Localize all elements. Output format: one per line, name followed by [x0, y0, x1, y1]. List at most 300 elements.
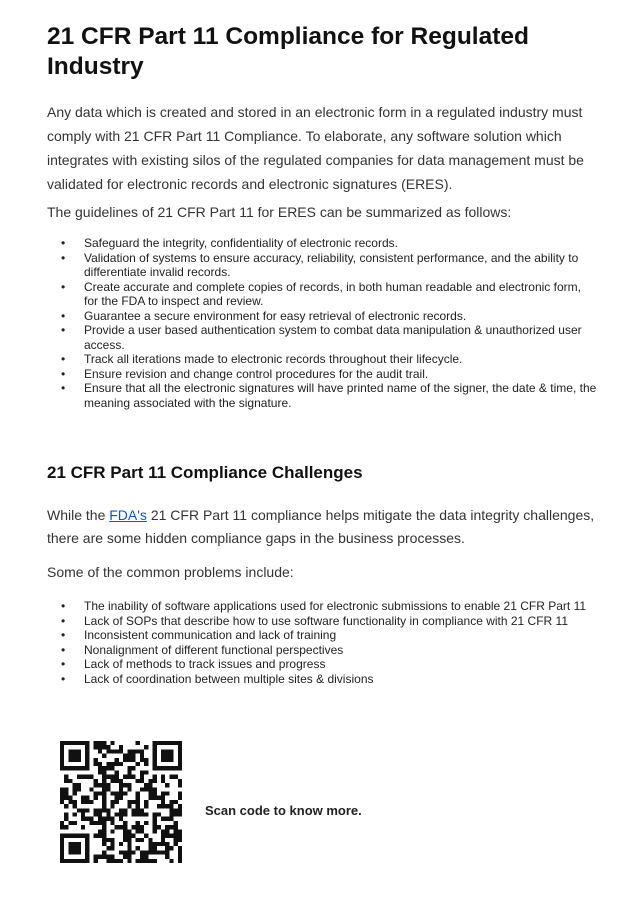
qr-module	[165, 842, 169, 846]
qr-module	[81, 796, 85, 800]
qr-module	[136, 838, 140, 842]
qr-module	[102, 800, 106, 804]
qr-module	[115, 758, 119, 762]
qr-module	[144, 813, 148, 817]
qr-module	[144, 762, 148, 766]
qr-module	[178, 808, 182, 812]
qr-module	[144, 770, 148, 774]
qr-module	[123, 754, 127, 758]
bullet-icon: •	[61, 366, 66, 381]
qr-module	[60, 859, 64, 863]
qr-module	[73, 749, 77, 753]
qr-module	[102, 855, 106, 859]
qr-module	[68, 821, 72, 825]
qr-module	[153, 749, 157, 753]
qr-module	[106, 745, 110, 749]
qr-module	[102, 787, 106, 791]
qr-module	[127, 804, 131, 808]
qr-module	[169, 758, 173, 762]
qr-module	[136, 821, 140, 825]
qr-module	[110, 842, 114, 846]
qr-module	[144, 804, 148, 808]
qr-module	[153, 779, 157, 783]
qr-module	[85, 762, 89, 766]
qr-module	[119, 762, 123, 766]
bullet-icon: •	[61, 308, 66, 323]
qr-module	[165, 766, 169, 770]
qr-module	[144, 859, 148, 863]
qr-module	[165, 829, 169, 833]
qr-module	[85, 745, 89, 749]
qr-module	[161, 758, 165, 762]
qr-module	[119, 779, 123, 783]
qr-module	[94, 855, 98, 859]
qr-module	[132, 758, 136, 762]
qr-module	[81, 800, 85, 804]
list-item: • Lack of methods to track issues and progress	[61, 657, 326, 671]
qr-module	[119, 787, 123, 791]
qr-module	[136, 804, 140, 808]
qr-module	[64, 787, 68, 791]
qr-module	[174, 775, 178, 779]
qr-module	[136, 749, 140, 753]
qr-module	[102, 741, 106, 745]
qr-module	[132, 749, 136, 753]
qr-module	[127, 783, 131, 787]
qr-module	[77, 787, 81, 791]
qr-module	[161, 817, 165, 821]
qr-module	[132, 800, 136, 804]
qr-module	[136, 800, 140, 804]
qr-module	[110, 741, 114, 745]
qr-module	[178, 766, 182, 770]
qr-module	[85, 796, 89, 800]
qr-module	[64, 813, 68, 817]
qr-module	[123, 808, 127, 812]
qr-module	[136, 762, 140, 766]
qr-module	[127, 834, 131, 838]
qr-module	[123, 783, 127, 787]
qr-module	[178, 859, 182, 863]
qr-module	[60, 741, 64, 745]
qr-module	[106, 787, 110, 791]
qr-module	[64, 817, 68, 821]
qr-module	[157, 766, 161, 770]
qr-module	[127, 775, 131, 779]
qr-module	[148, 842, 152, 846]
qr-module	[110, 779, 114, 783]
qr-module	[115, 779, 119, 783]
qr-module	[140, 749, 144, 753]
qr-module	[144, 745, 148, 749]
qr-module	[81, 859, 85, 863]
qr-module	[68, 796, 72, 800]
qr-module	[165, 749, 169, 753]
qr-module	[140, 754, 144, 758]
qr-module	[161, 838, 165, 842]
qr-module	[132, 754, 136, 758]
qr-module	[123, 829, 127, 833]
qr-module	[148, 791, 152, 795]
qr-module	[169, 813, 173, 817]
qr-module	[178, 779, 182, 783]
qr-module	[94, 796, 98, 800]
qr-module	[60, 855, 64, 859]
qr-module	[68, 846, 72, 850]
qr-module	[94, 834, 98, 838]
qr-caption: Scan code to know more.	[205, 803, 362, 818]
qr-module	[127, 749, 131, 753]
challenges-paragraph: While the FDA's 21 CFR Part 11 compliance helps mitigate the data integrity challenges, there are some hidden compliance gaps in the business processes.	[47, 507, 595, 546]
qr-module	[73, 859, 77, 863]
qr-module	[132, 850, 136, 854]
qr-module	[148, 850, 152, 854]
qr-module	[106, 783, 110, 787]
qr-module	[136, 813, 140, 817]
qr-module	[89, 821, 93, 825]
qr-code-icon[interactable]	[60, 741, 182, 863]
qr-module	[94, 783, 98, 787]
qr-module	[144, 783, 148, 787]
qr-module	[89, 800, 93, 804]
qr-module	[106, 808, 110, 812]
qr-module	[115, 813, 119, 817]
qr-module	[77, 783, 81, 787]
qr-module	[153, 842, 157, 846]
qr-module	[148, 796, 152, 800]
qr-module	[102, 754, 106, 758]
qr-module	[81, 775, 85, 779]
qr-module	[132, 834, 136, 838]
bullet-icon: •	[61, 279, 66, 294]
qr-module	[102, 766, 106, 770]
qr-module	[161, 842, 165, 846]
qr-module	[132, 766, 136, 770]
list-item: • The inability of software applications used for electronic submissions to enable 21 CFR Part 11	[61, 599, 587, 613]
qr-module	[119, 749, 123, 753]
qr-module	[73, 758, 77, 762]
qr-module	[161, 804, 165, 808]
qr-module	[85, 766, 89, 770]
qr-module	[77, 758, 81, 762]
qr-module	[115, 749, 119, 753]
qr-module	[148, 783, 152, 787]
qr-module	[161, 850, 165, 854]
qr-module	[64, 859, 68, 863]
qr-module	[81, 766, 85, 770]
qr-module	[98, 813, 102, 817]
qr-module	[106, 766, 110, 770]
qr-module	[68, 766, 72, 770]
qr-module	[110, 821, 114, 825]
qr-module	[178, 749, 182, 753]
list-item: • Track all iterations made to electronic records throughout their lifecycle.	[61, 352, 463, 366]
qr-module	[161, 779, 165, 783]
qr-module	[73, 850, 77, 854]
qr-module	[81, 813, 85, 817]
qr-module	[115, 825, 119, 829]
qr-module	[102, 745, 106, 749]
qr-module	[153, 796, 157, 800]
qr-module	[119, 850, 123, 854]
challenges-list	[47, 599, 597, 686]
qr-module	[115, 796, 119, 800]
qr-module	[144, 787, 148, 791]
qr-module	[174, 741, 178, 745]
list-item: • Provide a user based authentication system to combat data manipulation & unauthorized user access.	[61, 323, 582, 352]
qr-module	[110, 859, 114, 863]
qr-module	[178, 834, 182, 838]
qr-module	[119, 791, 123, 795]
qr-module	[174, 829, 178, 833]
qr-module	[98, 808, 102, 812]
qr-module	[119, 808, 123, 812]
qr-module	[157, 813, 161, 817]
qr-module	[123, 791, 127, 795]
qr-module	[153, 787, 157, 791]
qr-module	[64, 834, 68, 838]
qr-module	[140, 779, 144, 783]
qr-module	[68, 834, 72, 838]
qr-module	[136, 796, 140, 800]
qr-module	[178, 754, 182, 758]
qr-module	[98, 829, 102, 833]
qr-module	[136, 808, 140, 812]
qr-module	[136, 779, 140, 783]
list-item: • Ensure revision and change control procedures for the audit trail.	[61, 366, 429, 381]
qr-module	[94, 813, 98, 817]
qr-module	[144, 850, 148, 854]
qr-module	[153, 791, 157, 795]
qr-module	[132, 808, 136, 812]
qr-module	[123, 834, 127, 838]
qr-module	[140, 838, 144, 842]
qr-module	[60, 749, 64, 753]
qr-module	[127, 842, 131, 846]
qr-module	[98, 749, 102, 753]
qr-module	[174, 825, 178, 829]
qr-module	[60, 842, 64, 846]
intro-paragraph: Any data which is created and stored in an electronic form in a regulated industry must comply with 21 CFR Part 11 Compliance. To elaborate, any software solution which integrates with existing silos of the regulated companies for data management must be validated for electronic records and electronic signatures (ERES).	[47, 104, 584, 192]
qr-module	[68, 850, 72, 854]
qr-module	[98, 741, 102, 745]
qr-module	[127, 800, 131, 804]
qr-module	[106, 855, 110, 859]
qr-module	[64, 779, 68, 783]
qr-module	[136, 846, 140, 850]
qr-module	[165, 754, 169, 758]
qr-module	[161, 749, 165, 753]
qr-module	[64, 766, 68, 770]
qr-module	[110, 855, 114, 859]
qr-module	[102, 825, 106, 829]
qr-module	[110, 804, 114, 808]
qr-module	[169, 800, 173, 804]
qr-module	[174, 842, 178, 846]
qr-module	[157, 741, 161, 745]
qr-module	[123, 775, 127, 779]
qr-module	[77, 741, 81, 745]
qr-module	[123, 825, 127, 829]
qr-module	[110, 749, 114, 753]
qr-module	[102, 817, 106, 821]
qr-module	[123, 855, 127, 859]
qr-module	[157, 842, 161, 846]
qr-module	[174, 766, 178, 770]
qr-module	[85, 754, 89, 758]
qr-module	[127, 758, 131, 762]
qr-module	[161, 754, 165, 758]
qr-module	[140, 770, 144, 774]
qr-module	[161, 800, 165, 804]
qr-module	[60, 754, 64, 758]
qr-module	[64, 741, 68, 745]
bullet-icon: •	[61, 599, 66, 613]
qr-module	[169, 766, 173, 770]
qr-module	[148, 838, 152, 842]
qr-module	[123, 850, 127, 854]
qr-module	[174, 838, 178, 842]
qr-module	[136, 825, 140, 829]
qr-module	[127, 787, 131, 791]
qr-module	[77, 754, 81, 758]
qr-module	[132, 825, 136, 829]
qr-module	[153, 754, 157, 758]
qr-module	[161, 775, 165, 779]
qr-module	[119, 842, 123, 846]
qr-module	[60, 791, 64, 795]
qr-module	[174, 800, 178, 804]
qr-module	[169, 825, 173, 829]
bullet-icon: •	[61, 642, 66, 657]
qr-module	[81, 817, 85, 821]
qr-module	[94, 741, 98, 745]
qr-module	[98, 791, 102, 795]
qr-module	[127, 838, 131, 842]
qr-module	[174, 813, 178, 817]
qr-module	[115, 859, 119, 863]
qr-module	[94, 758, 98, 762]
qr-module	[110, 762, 114, 766]
qr-module	[144, 758, 148, 762]
qr-module	[85, 817, 89, 821]
qr-module	[64, 775, 68, 779]
qr-module	[94, 821, 98, 825]
challenges-heading: 21 CFR Part 11 Compliance Challenges	[47, 463, 363, 482]
qr-module	[123, 813, 127, 817]
qr-module	[106, 817, 110, 821]
qr-module	[178, 838, 182, 842]
qr-module	[132, 813, 136, 817]
qr-module	[178, 829, 182, 833]
qr-module	[161, 834, 165, 838]
qr-module	[106, 749, 110, 753]
qr-module	[85, 800, 89, 804]
qr-module	[77, 846, 81, 850]
qr-module	[94, 808, 98, 812]
qr-module	[85, 834, 89, 838]
qr-module	[98, 770, 102, 774]
qr-module	[136, 741, 140, 745]
qr-module	[94, 859, 98, 863]
bullet-icon: •	[61, 381, 66, 395]
qr-module	[144, 821, 148, 825]
qr-module	[102, 783, 106, 787]
qr-module	[144, 855, 148, 859]
qr-module	[85, 850, 89, 854]
qr-module	[110, 829, 114, 833]
qr-module	[157, 796, 161, 800]
qr-module	[169, 808, 173, 812]
qr-module	[140, 787, 144, 791]
qr-module	[153, 741, 157, 745]
qr-module	[110, 838, 114, 842]
qr-module	[60, 850, 64, 854]
qr-module	[165, 846, 169, 850]
qr-module	[85, 846, 89, 850]
qr-module	[98, 783, 102, 787]
list-item: • Nonalignment of different functional perspectives	[61, 642, 344, 657]
qr-module	[153, 775, 157, 779]
qr-module	[127, 855, 131, 859]
qr-module	[165, 817, 169, 821]
qr-module	[153, 813, 157, 817]
qr-module	[77, 842, 81, 846]
qr-module	[169, 749, 173, 753]
qr-module	[60, 787, 64, 791]
qr-module	[153, 825, 157, 829]
guidelines-list	[47, 236, 597, 410]
qr-module	[178, 783, 182, 787]
qr-module	[64, 796, 68, 800]
qr-module	[140, 813, 144, 817]
qr-module	[85, 741, 89, 745]
qr-module	[77, 850, 81, 854]
guidelines-lead: The guidelines of 21 CFR Part 11 for ERES can be summarized as follows:	[47, 204, 512, 220]
qr-module	[60, 766, 64, 770]
bullet-icon: •	[61, 236, 66, 250]
qr-module	[85, 842, 89, 846]
qr-module	[81, 825, 85, 829]
qr-module	[169, 775, 173, 779]
qr-module	[102, 791, 106, 795]
qr-module	[98, 855, 102, 859]
qr-module	[161, 829, 165, 833]
qr-module	[85, 808, 89, 812]
qr-module	[60, 834, 64, 838]
fda-link[interactable]: FDA's	[109, 507, 147, 523]
qr-module	[127, 754, 131, 758]
qr-module	[89, 817, 93, 821]
qr-module	[165, 825, 169, 829]
qr-module	[178, 791, 182, 795]
list-item: • Lack of coordination between multiple sites & divisions	[61, 671, 374, 686]
qr-module	[165, 804, 169, 808]
qr-module	[127, 850, 131, 854]
qr-module	[153, 817, 157, 821]
qr-module	[106, 775, 110, 779]
qr-module	[102, 829, 106, 833]
qr-module	[102, 804, 106, 808]
qr-module	[73, 791, 77, 795]
qr-module	[140, 758, 144, 762]
qr-module	[60, 846, 64, 850]
qr-module	[169, 859, 173, 863]
qr-module	[106, 846, 110, 850]
qr-module	[102, 842, 106, 846]
qr-module	[153, 745, 157, 749]
qr-module	[110, 817, 114, 821]
